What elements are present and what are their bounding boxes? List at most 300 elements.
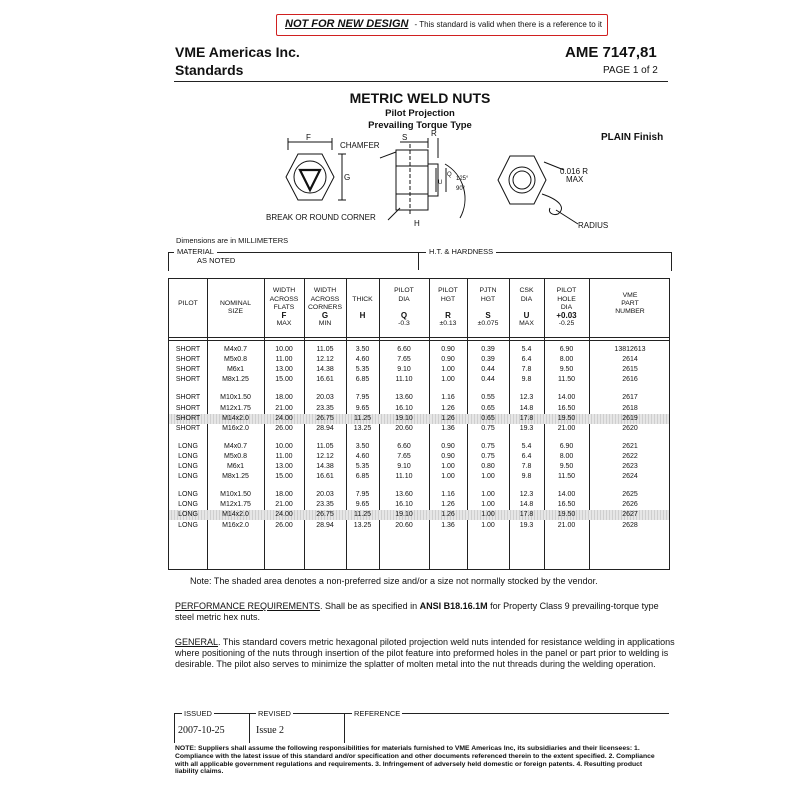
finish-label: PLAIN Finish [601,132,664,143]
column-header [169,279,207,337]
table-cell: 15.00 [275,376,293,384]
table-cell: 23.35 [316,501,334,509]
table-cell: 0.75 [481,442,495,450]
label-u: U [438,180,443,186]
table-cell: 6.4 [521,452,532,460]
subtitle-pilot: Pilot Projection [385,108,455,119]
banner-text: - This standard is valid when there is a reference to it [414,20,602,29]
table-cell: 21.00 [275,404,293,412]
header-line: HOLE [557,295,576,303]
performance-standard: ANSI B18.16.1M [419,601,488,611]
ht-hardness-label: H.T. & HARDNESS [426,247,496,256]
table-cell: 1.00 [441,463,455,470]
table-cell: 1.26 [441,501,455,509]
table-row [169,442,669,452]
table-cell: M12x1.75 [220,404,251,412]
side-body [396,150,428,210]
table-cell: 18.00 [275,394,293,402]
table-row [169,345,669,355]
header-line: R [445,311,451,321]
column-header [467,279,509,337]
table-cell: 12.12 [316,356,334,364]
table-cell: 20.03 [316,491,334,499]
table-cell: 0.44 [481,366,495,374]
header-line: HGT [480,295,496,303]
table-cell: 2627 [622,511,638,519]
header-line: -0.3 [398,320,410,328]
header-line: -0.25 [558,320,575,328]
table-cell: 12.3 [519,394,534,402]
revised-label: REVISED [258,709,291,718]
table-cell: 5.35 [355,366,370,374]
table-cell: 11.00 [275,356,293,364]
column-header [589,279,671,337]
table-cell: 1.16 [441,491,455,499]
table-cell: 7.8 [521,463,532,470]
header-line: G [321,311,329,321]
table-cell: 2614 [622,356,638,364]
table-row [169,393,669,403]
table-cell: 9.8 [521,376,532,384]
table-cell: M16x2.0 [222,521,249,529]
label-r: R [431,129,437,138]
label-angle-90: 90° [456,186,466,192]
column-header [429,279,467,337]
header-line: THICK [352,295,373,303]
header-line [615,316,644,324]
table-cell: 9.50 [559,366,574,374]
header-line [352,287,372,295]
table-cell: 9.10 [397,366,411,374]
table-cell: 13.00 [275,463,293,470]
table-cell: 9.10 [397,463,411,470]
table-cell: 16.50 [557,404,576,412]
table-row [169,355,669,365]
table-cell: 11.50 [558,473,575,481]
table-cell: 11.05 [316,442,334,450]
table-row [169,510,669,520]
table-cell: LONG [178,491,198,499]
table-cell: 14.8 [519,501,534,509]
table-cell: 2615 [622,366,638,374]
table-cell: LONG [178,473,198,481]
table-cell: 19.10 [395,511,413,519]
header-line: +0.03 [556,311,577,321]
table-row [169,375,669,385]
header-line: DIA [560,303,573,311]
shaded-area-note: Note: The shaded area denotes a non-preferred size and/or a size not normally stocked by the vendor. [190,576,598,586]
table-cell: 1.26 [441,511,455,519]
table-cell: 19.10 [395,414,413,422]
table-cell: M10x1.50 [220,394,251,402]
table-cell: M6x1 [226,463,245,470]
company-dept: Standards [175,62,244,78]
table-cell: SHORT [175,414,201,422]
table-cell: 16.10 [395,501,413,509]
table-cell: M5x0.8 [224,356,247,364]
table-cell: 5.4 [521,442,532,450]
header-line: NUMBER [615,308,645,315]
table-cell: 4.60 [355,356,370,364]
table-cell: 0.90 [441,452,455,460]
table-row [169,472,669,482]
performance-text2: for Property Class 9 prevailing-torque type steel metric hex nuts. [175,601,659,622]
table-cell: 1.00 [441,473,455,481]
table-cell: 3.50 [355,346,370,353]
table-cell: 0.90 [441,442,455,450]
table-cell: 5.4 [521,346,532,353]
revision-footer [174,709,669,743]
table-cell: LONG [178,511,198,519]
table-cell: 16.50 [557,501,576,509]
banner-title: NOT FOR NEW DESIGN [285,18,409,30]
table-cell: 0.55 [481,394,495,402]
table-cell: 1.26 [441,404,455,412]
header-line: HGT [440,295,456,303]
table-cell: 0.75 [481,424,495,432]
table-cell: 20.60 [395,521,413,529]
header-line: ACROSS [310,295,340,303]
table-cell: 13.60 [395,394,413,402]
label-angle-125: 125° [456,176,469,182]
table-cell: 13812613 [614,346,646,353]
table-cell: LONG [178,452,198,460]
label-max-016: 0.016 R [560,167,589,176]
label-s: S [402,133,408,142]
table-cell: 28.94 [316,521,334,529]
weld-nut-table [168,278,670,570]
table-cell: 7.65 [397,452,411,460]
table-cell: 19.3 [519,424,534,432]
table-cell: 1.16 [441,394,455,402]
table-cell: 0.80 [481,463,495,470]
general-text: . This standard covers metric hexagonal piloted projection weld nuts intended for resistance welding in applications where positioning of the nuts through insertion of the pilot feature into preformed holes in the panel or part prior to welding is desirable. The pilot also serves to minimize the splatter of molten metal into the nut threads during the welding operation. [175,637,675,669]
header-line [178,316,198,324]
header-line: CORNERS [308,303,342,311]
header-line: ±0.13 [439,320,457,328]
table-cell: M16x2.0 [222,424,249,432]
header-line [220,292,251,300]
table-cell: M14x2.0 [222,414,249,422]
table-cell: 2623 [622,463,638,470]
table-cell: 13.00 [275,366,293,374]
table-cell: 1.00 [481,511,495,519]
page-number: PAGE 1 of 2 [603,65,658,76]
not-for-new-design-banner [276,14,608,36]
table-cell: 14.00 [557,491,576,499]
header-line: H [359,311,366,321]
table-cell: 2621 [622,442,638,450]
table-row [169,500,669,510]
header-line: F [281,311,287,321]
table-cell: 1.26 [441,414,455,422]
label-break-corner: BREAK OR ROUND CORNER [266,213,376,222]
supplier-footnote: NOTE: Suppliers shall assume the following responsibilities for materials furnished to VME Americas Inc, its subsidiaries and their licensees: 1. Compliance with the latest issue of this standard and/or specification and other documents referenced therein to the extent specified. 2. Compliance with all applicable government regulations and requirements. 3. Infringement of adversely held domestic or foreign patents. 4. Resulting product liability claims. [175,745,655,776]
performance-requirements [175,601,675,623]
table-cell: SHORT [175,376,201,384]
table-cell: M5x0.8 [224,452,247,460]
document-title: METRIC WELD NUTS [349,90,491,106]
table-cell: 0.39 [481,356,495,364]
table-cell: 7.65 [397,356,411,364]
table-cell: 1.00 [441,366,455,374]
header-line [352,320,372,328]
table-cell: 12.12 [316,452,334,460]
table-cell: 21.00 [275,501,293,509]
table-cell: 14.38 [316,463,334,470]
table-cell: 2624 [622,473,638,481]
table-cell: 0.90 [441,346,455,353]
general-heading: GENERAL [175,637,219,647]
table-cell: 13.25 [353,424,372,432]
table-cell: 23.35 [316,404,334,412]
table-cell: LONG [178,442,198,450]
company-name: VME Americas Inc. [175,44,300,60]
label-radius: RADIUS [578,221,609,230]
header-line: U [523,311,530,321]
header-line: PILOT [438,287,458,295]
table-cell: 21.00 [557,521,576,529]
column-header [304,279,346,337]
table-cell: 16.61 [316,473,334,481]
table-cell: 0.44 [481,376,495,384]
subtitle-torque: Prevailing Torque Type [368,120,472,131]
table-cell: 1.00 [481,491,495,499]
header-line: PILOT [556,287,577,295]
table-cell: 2616 [622,376,638,384]
table-row [169,490,669,500]
table-cell: 2628 [622,521,638,529]
table-cell: 26.00 [275,521,293,529]
header-line: NOMINAL [220,299,251,307]
table-cell: 11.10 [395,376,413,384]
table-cell: 2625 [622,491,638,499]
table-cell: 3.50 [355,442,370,450]
table-row [169,521,669,531]
table-cell: SHORT [175,394,201,402]
table-cell: 20.03 [316,394,334,402]
table-cell: SHORT [175,366,201,374]
table-cell: 19.50 [557,511,576,519]
header-line: Q [400,311,408,321]
header-line: SIZE [227,308,244,315]
table-cell: 14.8 [519,404,534,412]
column-header [379,279,429,337]
column-header [264,279,304,337]
header-line: ACROSS [269,295,299,303]
column-header [544,279,589,337]
table-cell: 11.25 [354,511,371,519]
table-cell: 1.36 [441,521,455,529]
header-line: PART [621,299,639,307]
table-row [169,462,669,472]
table-cell: 6.85 [355,473,370,481]
table-cell: SHORT [175,424,201,432]
table-cell: 11.50 [558,376,575,384]
table-cell: 14.00 [557,394,576,402]
table-cell: 6.90 [559,442,574,450]
table-cell: 0.75 [481,452,495,460]
table-cell: 2622 [622,452,638,460]
table-cell: 19.3 [519,521,534,529]
general-section [175,637,675,670]
table-cell: LONG [178,463,198,470]
table-cell: 7.95 [355,394,370,402]
table-cell: 6.85 [355,376,370,384]
table-cell: M8x1.25 [222,473,249,481]
table-cell: 26.00 [275,424,293,432]
header-line: PJTN [479,287,497,295]
table-cell: 28.94 [316,424,334,432]
column-header [509,279,544,337]
label-h: H [414,219,420,228]
table-cell: 17.8 [519,511,534,519]
table-cell: 9.65 [355,404,370,412]
header-line: DIA [398,295,410,303]
table-cell: M10x1.50 [220,491,251,499]
header-line [220,316,251,324]
right-hex [498,156,546,204]
table-cell: SHORT [175,346,201,353]
header-line: DIA [520,295,533,303]
header-line: S [485,311,491,321]
table-cell: 4.60 [355,452,370,460]
table-cell: 12.3 [519,491,534,499]
column-header [207,279,264,337]
table-cell: 7.8 [521,366,532,374]
reference-label: REFERENCE [354,709,401,718]
issued-label: ISSUED [184,709,212,718]
table-cell: M4x0.7 [224,442,247,450]
table-cell: 2617 [622,394,638,402]
table-cell: 1.36 [441,424,455,432]
header-separator [169,337,669,341]
header-line: WIDTH [313,287,337,295]
table-cell: 17.8 [519,414,534,422]
dimensions-note: Dimensions are in MILLIMETERS [176,236,289,245]
table-cell: 1.00 [481,501,495,509]
header-line: MAX [519,320,534,328]
header-line: WIDTH [272,287,296,295]
table-cell: 16.61 [316,376,334,384]
table-cell: 14.38 [316,366,334,374]
table-cell: LONG [178,521,198,529]
header-line: PILOT [394,287,414,295]
table-cell: 18.00 [275,491,293,499]
table-cell: 0.65 [481,404,495,412]
table-cell: M4x0.7 [224,346,247,353]
table-cell: 2618 [622,404,638,412]
table-cell: 24.00 [275,511,293,519]
table-cell: 11.05 [316,346,334,353]
table-cell: 7.95 [355,491,370,499]
table-cell: 2620 [622,424,638,432]
revised-value: Issue 2 [256,725,285,736]
table-cell: M6x1 [226,366,245,374]
table-cell: 8.00 [559,356,574,364]
table-cell: 9.50 [559,463,574,470]
table-cell: M8x1.25 [222,376,249,384]
table-cell: 0.90 [441,356,455,364]
issued-date: 2007-10-25 [178,725,225,736]
header-line: PILOT [178,299,198,307]
table-row [169,414,669,424]
table-cell: 10.00 [275,442,293,450]
table-row [169,424,669,434]
table-cell: 16.10 [395,404,413,412]
table-cell: SHORT [175,356,201,364]
table-cell: 2626 [622,501,638,509]
performance-heading: PERFORMANCE REQUIREMENTS [175,601,321,611]
table-cell: 11.25 [354,414,371,422]
torque-triangle [300,170,320,190]
header-line: CSK [519,287,534,295]
table-cell: 2619 [622,414,638,422]
table-cell: 11.10 [395,473,413,481]
header-line: MAX [276,320,292,328]
header-line: FLATS [273,303,295,311]
table-row [169,404,669,414]
table-cell: 26.75 [316,414,334,422]
performance-text1: . Shall be as specified in [320,601,420,611]
label-q: Q [447,172,452,178]
material-box [168,248,670,270]
table-cell: 13.25 [353,521,372,529]
header-line: VME [622,291,638,299]
table-cell: 20.60 [395,424,413,432]
table-cell: 10.00 [275,346,293,353]
company-block [175,43,300,79]
table-cell: 6.60 [397,346,411,353]
table-cell: 13.60 [395,491,413,499]
label-f: F [306,133,311,142]
table-cell: 6.4 [521,356,532,364]
nut-drawing [260,128,620,234]
header-line: MIN [318,320,332,328]
table-cell: 1.00 [481,521,495,529]
material-label: MATERIAL [174,247,217,256]
header-line [178,308,198,316]
table-cell: M14x2.0 [222,511,249,519]
table-cell: 1.00 [481,473,495,481]
label-max: MAX [566,175,584,184]
table-cell: 24.00 [275,414,293,422]
header-divider [174,81,668,82]
table-cell: 19.50 [557,414,576,422]
document-number: AME 7147,81 [565,44,657,61]
header-line [178,292,198,300]
label-g: G [344,173,351,182]
table-cell: 26.75 [316,511,334,519]
table-row [169,452,669,462]
label-chamfer: CHAMFER [340,141,380,150]
table-cell: M12x1.75 [220,501,251,509]
table-cell: 0.39 [481,346,495,353]
table-cell: 9.65 [355,501,370,509]
table-cell: 6.60 [397,442,411,450]
table-row [169,365,669,375]
header-line: ±0.075 [477,320,499,328]
table-cell: 1.00 [441,376,455,384]
material-value: AS NOTED [194,256,238,265]
column-header [346,279,379,337]
table-cell: SHORT [175,404,201,412]
table-cell: LONG [178,501,198,509]
table-cell: 6.90 [559,346,574,353]
table-cell: 15.00 [275,473,293,481]
table-cell: 11.00 [275,452,293,460]
table-cell: 9.8 [521,473,532,481]
